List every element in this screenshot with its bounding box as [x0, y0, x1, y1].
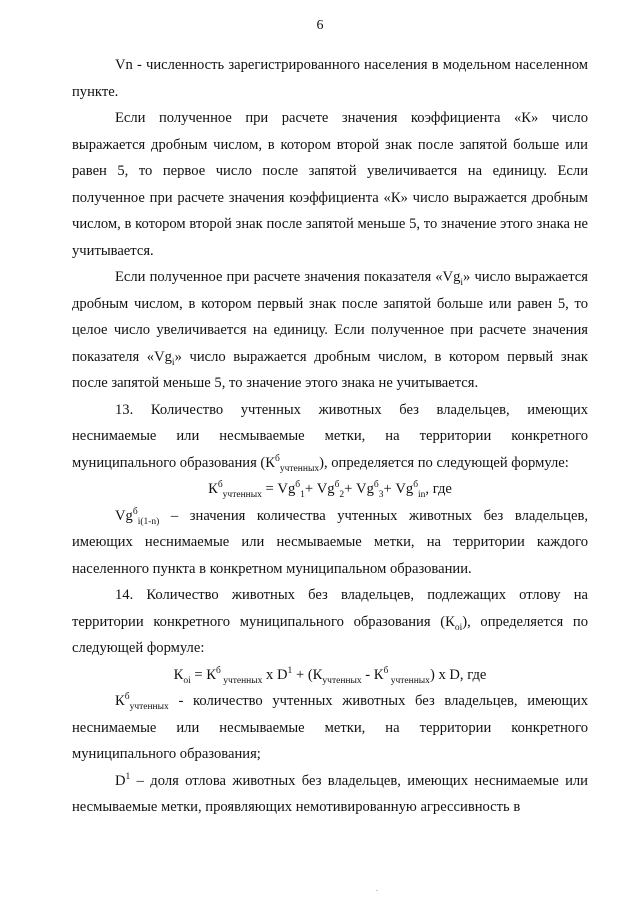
paragraph-k-definition: $К^б_{учтенных}$ - количество учтенных животных без владельцев, имеющих неснимаемые или несмываемые метки, на территории конкретного муниципального образования;: [72, 692, 588, 762]
paragraph-vg-rounding: Если полученное при расчете значения показателя «$Vg_i$» число выражается дробным числом, в котором первый знак после запятой больше или равен 5, то целое число увеличивается на единицу. Если полученное при расчете значения показателя «$Vg_i$» число выражается дробным числом, в котором первый знак после запятой меньше 5, то значение этого знака не учитывается.: [72, 269, 588, 391]
paragraph-k-rounding: Если полученное при расчете значения коэффициента «К» число выражается дробным числом, в котором второй знак после запятой больше или равен 5, то первое число после запятой увеличивается на единицу. Если полученное при расчете значения коэффициента «К» число выражается дробным числом, в котором второй знак после запятой меньше 5, то значение этого знака не учитывается.: [72, 110, 588, 259]
paragraph-vg-definition: $Vg^б_{i(1-n)}$ – значения количества учтенных животных без владельцев, имеющих неснимаемые или несмываемые метки, на территории каждого населенного пункта в конкретном муниципальном образовании.: [72, 506, 588, 577]
formula-koi: $К_{oi} = К^б$ $_{учтенных}$ х $D^1 + (К_{учтенных} - К^б$ $_{учтенных}$) х D, где: [173, 665, 487, 686]
document-body: [72, 52, 588, 821]
paragraph-13: 13. Количество учтенных животных без владельцев, имеющих неснимаемые или несмываемые метки, на территории конкретного муниципального образования $(К^б_{учтенных})$, определяется по следующей формуле:: [72, 401, 588, 474]
page-number: 6: [316, 18, 324, 33]
formula-k-uchtennyh: $К^б_{учтенных} = Vg^б_1+ Vg^б_2+ Vg^б_3+ Vg^б_{in}$, где: [208, 480, 452, 500]
paragraph-vn-definition: Vn - численность зарегистрированного населения в модельном населенном пункте.: [72, 57, 588, 100]
footer-mark: .: [376, 884, 378, 893]
paragraph-d1-definition: $D^1$ – доля отлова животных без владельцев, имеющих неснимаемые или несмываемые метки, проявляющих немотивированную агрессивность в: [72, 771, 588, 815]
paragraph-14: 14. Количество животных без владельцев, подлежащих отлову на территории конкретного муниципального образования $(К_{oi})$, определяется по следующей формуле:: [72, 587, 588, 656]
